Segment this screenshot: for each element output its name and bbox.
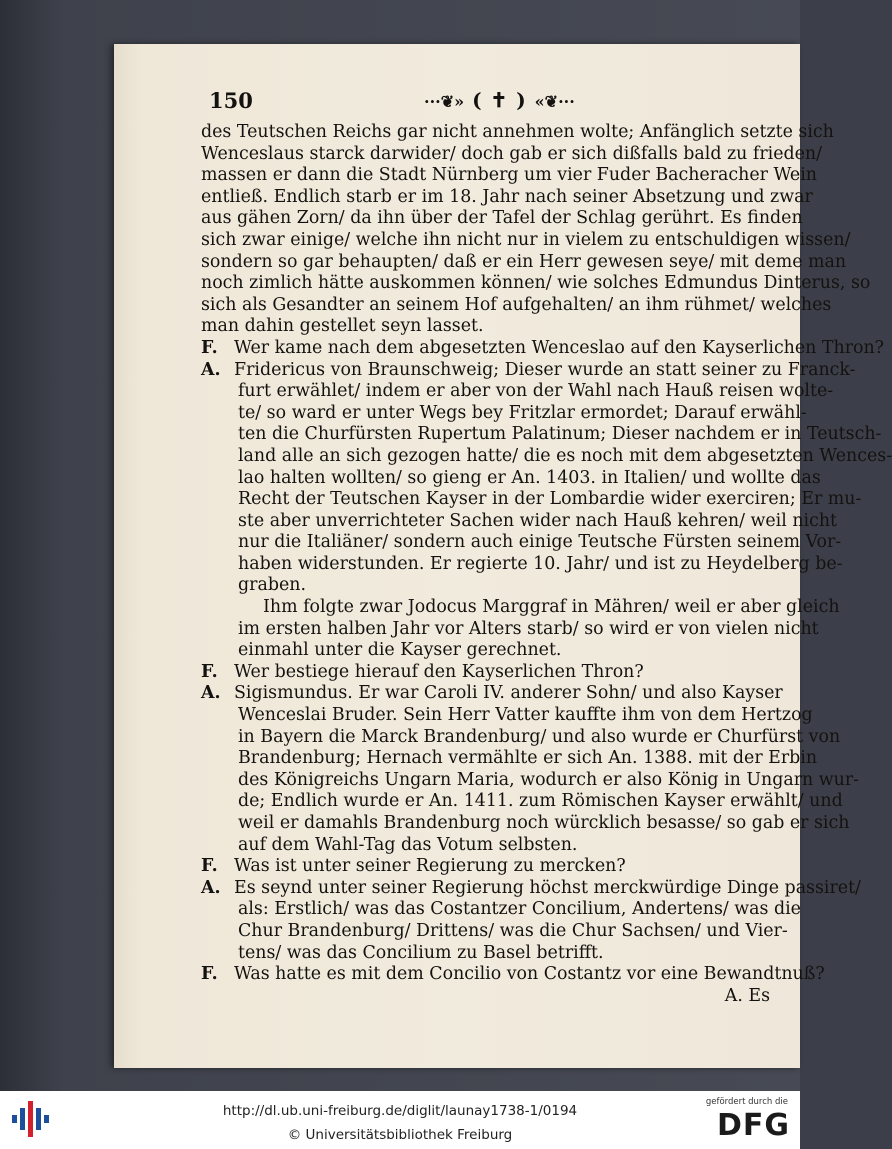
header-ornament: [424, 88, 575, 112]
text-line: [201, 921, 786, 943]
line-text: man dahin gestellet seyn lasset.: [201, 316, 484, 337]
text-line: [201, 467, 821, 490]
text-line: [201, 899, 801, 921]
text-line: [201, 489, 862, 511]
line-text: des Königreichs Ungarn Maria, wodurch er also König in Ungarn wur-: [238, 769, 860, 790]
text-line: [201, 316, 786, 338]
line-text: lao halten wollten/ so gieng er An. 1403. in Italien/ und wollte das: [238, 467, 821, 488]
text-line: [201, 597, 840, 619]
line-text: auf dem Wahl-Tag das Votum selbsten.: [238, 834, 578, 855]
line-text: land alle an sich gezogen hatte/ die es noch mit dem abgesetzten Wences-: [238, 445, 892, 466]
text-line: [201, 122, 834, 144]
line-text: Ihm folgte zwar Jodocus Marggraf in Mähren/ weil er aber gleich: [263, 597, 840, 618]
line-text: Wenceslai Bruder. Sein Herr Vatter kauffte ihm von dem Hertzog: [238, 705, 813, 726]
text-line: [201, 748, 818, 770]
line-text: haben widerstunden. Er regierte 10. Jahr/ und ist zu Heydelberg be-: [238, 553, 843, 574]
line-text: Was hatte es mit dem Concilio von Costantz vor eine Bewandtnuß?: [234, 964, 825, 985]
text-line: [201, 143, 822, 166]
text-line: [201, 424, 882, 446]
text-line: [201, 165, 817, 187]
line-text: Sigismundus. Er war Caroli IV. anderer Sohn/ und also Kayser: [234, 683, 783, 704]
text-line: [201, 726, 841, 749]
line-text: Was ist unter seiner Regierung zu mercken?: [234, 856, 626, 877]
text-line: [201, 813, 850, 835]
text-line: [201, 640, 786, 662]
funder-caption: gefördert durch die: [705, 1097, 788, 1107]
line-text: Es seynd unter seiner Regierung höchst merckwürdige Dinge passiret/: [234, 877, 861, 898]
line-text: Wenceslaus starck darwider/ doch gab er sich dißfalls bald zu frieden/: [201, 143, 822, 164]
catchword: A. Es: [724, 985, 770, 1006]
ornament-right-icon: «❦···: [534, 92, 575, 111]
line-text: des Teutschen Reichs gar nicht annehmen wolte; Anfänglich setzte sich: [201, 122, 834, 142]
dfg-logo[interactable]: DFG: [716, 1108, 790, 1143]
book-page: [114, 44, 892, 1068]
text-line: [201, 229, 851, 252]
permalink[interactable]: http://dl.ub.uni-freiburg.de/diglit/launay1738-1/0194: [222, 1103, 578, 1119]
text-line: [201, 381, 834, 403]
line-text: ste aber unverrichteter Sachen wider nach Hauß kehren/ weil nicht: [238, 510, 838, 531]
text-line: [201, 251, 847, 274]
line-text: de; Endlich wurde er An. 1411. zum Römischen Kayser erwählt/ und: [238, 791, 843, 812]
text-line: [201, 964, 825, 986]
text-line: [201, 943, 786, 965]
answer-marker: A.: [201, 877, 221, 898]
text-line: [201, 575, 786, 597]
line-text: einmahl unter die Kayser gerechnet.: [238, 640, 562, 661]
line-text: Wer kame nach dem abgesetzten Wenceslao auf den Kayserlichen Thron?: [234, 337, 885, 358]
text-line: [201, 186, 813, 209]
line-text: Brandenburg; Hernach vermählte er sich An. 1388. mit der Erbin: [238, 748, 818, 769]
ornament-left-icon: ···❦»: [424, 92, 465, 111]
line-text: Wer bestiege hierauf den Kayserlichen Thron?: [234, 661, 644, 682]
page-text: [201, 122, 892, 1007]
line-text: weil er damahls Brandenburg noch würcklich besasse/ so gab er sich: [238, 813, 850, 833]
text-line: [201, 553, 843, 576]
line-text: in Bayern die Marck Brandenburg/ und also wurde er Churfürst von: [238, 726, 841, 747]
line-text: aus gähen Zorn/ da ihn über der Tafel der Schlag gerührt. Es finden: [201, 208, 803, 229]
answer-marker: A.: [201, 683, 221, 704]
line-text: furt erwählet/ indem er aber von der Wahl nach Hauß reisen wolte-: [238, 381, 834, 402]
answer-marker: A.: [201, 359, 221, 380]
line-text: massen er dann die Stadt Nürnberg um vier Fuder Bacheracher Wein: [201, 165, 817, 186]
line-text: Recht der Teutschen Kayser in der Lombardie wider exerciren; Er mu-: [238, 489, 862, 510]
text-line: [201, 510, 838, 533]
line-text: sich als Gesandter an seinem Hof aufgehalten/ an ihm rühmet/ welches: [201, 294, 832, 315]
text-line: [201, 294, 832, 317]
line-text: sondern so gar behaupten/ daß er ein Herr gewesen seye/ mit deme man: [201, 251, 847, 272]
question-marker: F.: [201, 661, 218, 682]
text-line: [201, 445, 892, 468]
ornament-cross-icon: ( ✝ ): [472, 88, 527, 112]
line-text: noch zimlich hätte auskommen können/ wie solches Edmundus Dinterus, so: [201, 273, 871, 294]
text-line: [201, 618, 819, 641]
question-marker: F.: [201, 856, 218, 877]
viewer-footer: [0, 1091, 800, 1149]
text-line: [201, 359, 856, 382]
text-line: [201, 662, 786, 684]
text-line: [201, 705, 813, 727]
question-marker: F.: [201, 337, 218, 358]
line-text: als: Erstlich/ was das Costantzer Concilium, Andertens/ was die: [238, 899, 801, 920]
copyright-notice: © Universitätsbibliothek Freiburg: [287, 1127, 513, 1143]
line-text: graben.: [238, 575, 306, 596]
line-text: Chur Brandenburg/ Drittens/ was die Chur Sachsen/ und Vier-: [238, 920, 788, 941]
question-marker: F.: [201, 964, 218, 985]
text-line: [201, 835, 786, 857]
text-line: [201, 208, 803, 230]
line-text: sich zwar einige/ welche ihn nicht nur in vielem zu entschuldigen wissen/: [201, 229, 851, 250]
line-text: entließ. Endlich starb er im 18. Jahr nach seiner Absetzung und zwar: [201, 186, 813, 207]
page-number: 150: [209, 88, 253, 113]
text-line: [201, 683, 786, 705]
line-text: im ersten halben Jahr vor Alters starb/ so wird er von vielen nicht: [238, 618, 819, 639]
line-text: te/ so ward er unter Wegs bey Fritzlar ermordet; Darauf erwähl-: [238, 402, 807, 423]
text-line: [201, 791, 843, 813]
text-line: [201, 402, 807, 425]
line-text: Fridericus von Braunschweig; Dieser wurde an statt seiner zu Franck-: [234, 359, 856, 380]
line-text: tens/ was das Concilium zu Basel betrifft.: [238, 942, 604, 963]
line-text: nur die Italiäner/ sondern auch einige Teutsche Fürsten seinem Vor-: [238, 532, 842, 553]
text-line: [201, 877, 861, 900]
text-line: [201, 769, 860, 792]
text-line: [201, 532, 842, 554]
text-line: [201, 273, 871, 295]
text-line: [201, 856, 786, 878]
line-text: ten die Churfürsten Rupertum Palatinum; Dieser nachdem er in Teutsch-: [238, 424, 882, 445]
text-line: [201, 337, 885, 360]
